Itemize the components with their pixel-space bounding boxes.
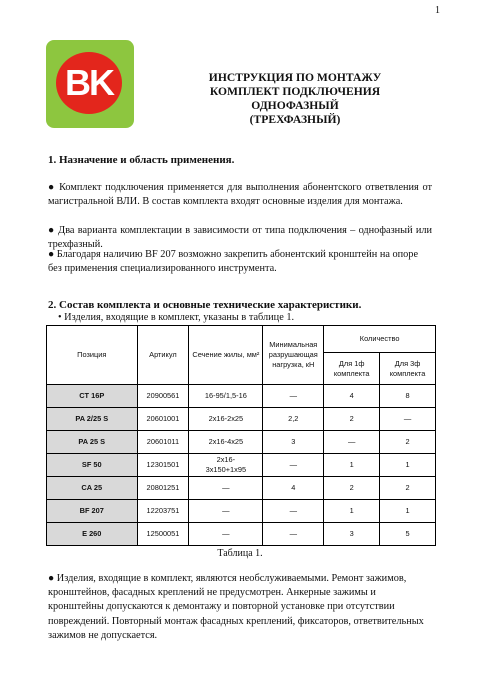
cell-qty-1ph: — [324,431,380,454]
table-row [47,385,436,408]
cell-article: 20900561 [137,385,189,408]
cell-load: — [263,523,324,546]
section-1-paragraph: ● Благодаря наличию BF 207 возможно закрепить абонентский кронштейн на опоре без применения специализированного инструмента. [48,249,419,275]
table-row [47,500,436,523]
cell-qty-3ph: 1 [380,454,436,477]
cell-load: — [263,454,324,477]
cell-load: 4 [263,477,324,500]
cell-position: CT 16P [47,385,138,408]
cell-qty-3ph: 5 [380,523,436,546]
title-line: КОМПЛЕКТ ПОДКЛЮЧЕНИЯ [209,85,381,98]
table-row [47,454,436,477]
cell-section: 2x16-3x150+1x95 [189,454,263,477]
cell-position: PA 2/25 S [47,408,138,431]
title-line: (ТРЕХФАЗНЫЙ) [249,113,341,126]
title-line: ИНСТРУКЦИЯ ПО МОНТАЖУ [208,71,382,84]
document-title [150,71,440,127]
cell-article: 20601011 [137,431,189,454]
header-load: Минимальная разрушающая нагрузка, кН [263,326,324,385]
header-article: Артикул [137,326,189,385]
section-2-bullet: • Изделия, входящие в комплект, указаны в таблице 1. [58,312,295,323]
cell-article: 12500051 [137,523,189,546]
cell-load: — [263,500,324,523]
cell-load: 2,2 [263,408,324,431]
header-position: Позиция [47,326,138,385]
cell-qty-3ph: 8 [380,385,436,408]
cell-qty-1ph: 2 [324,477,380,500]
cell-qty-1ph: 4 [324,385,380,408]
table-row [47,477,436,500]
cell-section: — [189,523,263,546]
cell-section: — [189,477,263,500]
cell-article: 12301501 [137,454,189,477]
page-number: 1 [435,5,440,16]
section-1-paragraph: ● Комплект подключения применяется для выполнения абонентского ответвления от магистральной ВЛИ. В состав комплекта входят основные изделия для монтажа. [48,182,432,208]
header-quantity-3ph: Для 3ф комплекта [380,353,436,385]
bk-logo [46,40,134,128]
cell-qty-3ph: — [380,408,436,431]
cell-article: 20601001 [137,408,189,431]
cell-load: — [263,385,324,408]
cell-qty-1ph: 1 [324,500,380,523]
section-1-heading: 1. Назначение и область применения. [48,154,235,166]
cell-position: E 260 [47,523,138,546]
cell-qty-3ph: 2 [380,431,436,454]
cell-position: PA 25 S [47,431,138,454]
section-1-paragraph: ● Два варианта комплектации в зависимости от типа подключения – однофазный или трехфазный. [48,225,432,251]
components-table [46,325,436,546]
cell-section: 2x16-2x25 [189,408,263,431]
title-line: ОДНОФАЗНЫЙ [251,99,339,112]
table-row [47,523,436,546]
cell-article: 12203751 [137,500,189,523]
cell-position: SF 50 [47,454,138,477]
logo-mark: BK [56,52,122,114]
cell-position: BF 207 [47,500,138,523]
cell-section: — [189,500,263,523]
table-row [47,431,436,454]
cell-qty-1ph: 1 [324,454,380,477]
table-row [47,408,436,431]
cell-section: 2x16-4x25 [189,431,263,454]
header-quantity: Количество [324,326,436,353]
cell-position: CA 25 [47,477,138,500]
cell-qty-3ph: 1 [380,500,436,523]
section-2-heading: 2. Состав комплекта и основные технические характеристики. [48,299,362,311]
after-table-paragraph: ● Изделия, входящие в комплект, являются необслуживаемыми. Ремонт зажимов, кронштейнов, фасадных креплений не предусмотрен. Анкерные зажимы и кронштейны допускаются к демонтажу и повторной установке при отсутствии повреждений. Повторный монтаж фасадных креплений, фиксаторов, ответвительных зажимов не допускается. [48,573,424,641]
cell-article: 20801251 [137,477,189,500]
cell-qty-1ph: 3 [324,523,380,546]
table-caption: Таблица 1. [217,548,263,559]
header-section: Сечение жилы, мм² [189,326,263,385]
cell-section: 16-95/1,5-16 [189,385,263,408]
cell-load: 3 [263,431,324,454]
header-quantity-1ph: Для 1ф комплекта [324,353,380,385]
cell-qty-3ph: 2 [380,477,436,500]
cell-qty-1ph: 2 [324,408,380,431]
